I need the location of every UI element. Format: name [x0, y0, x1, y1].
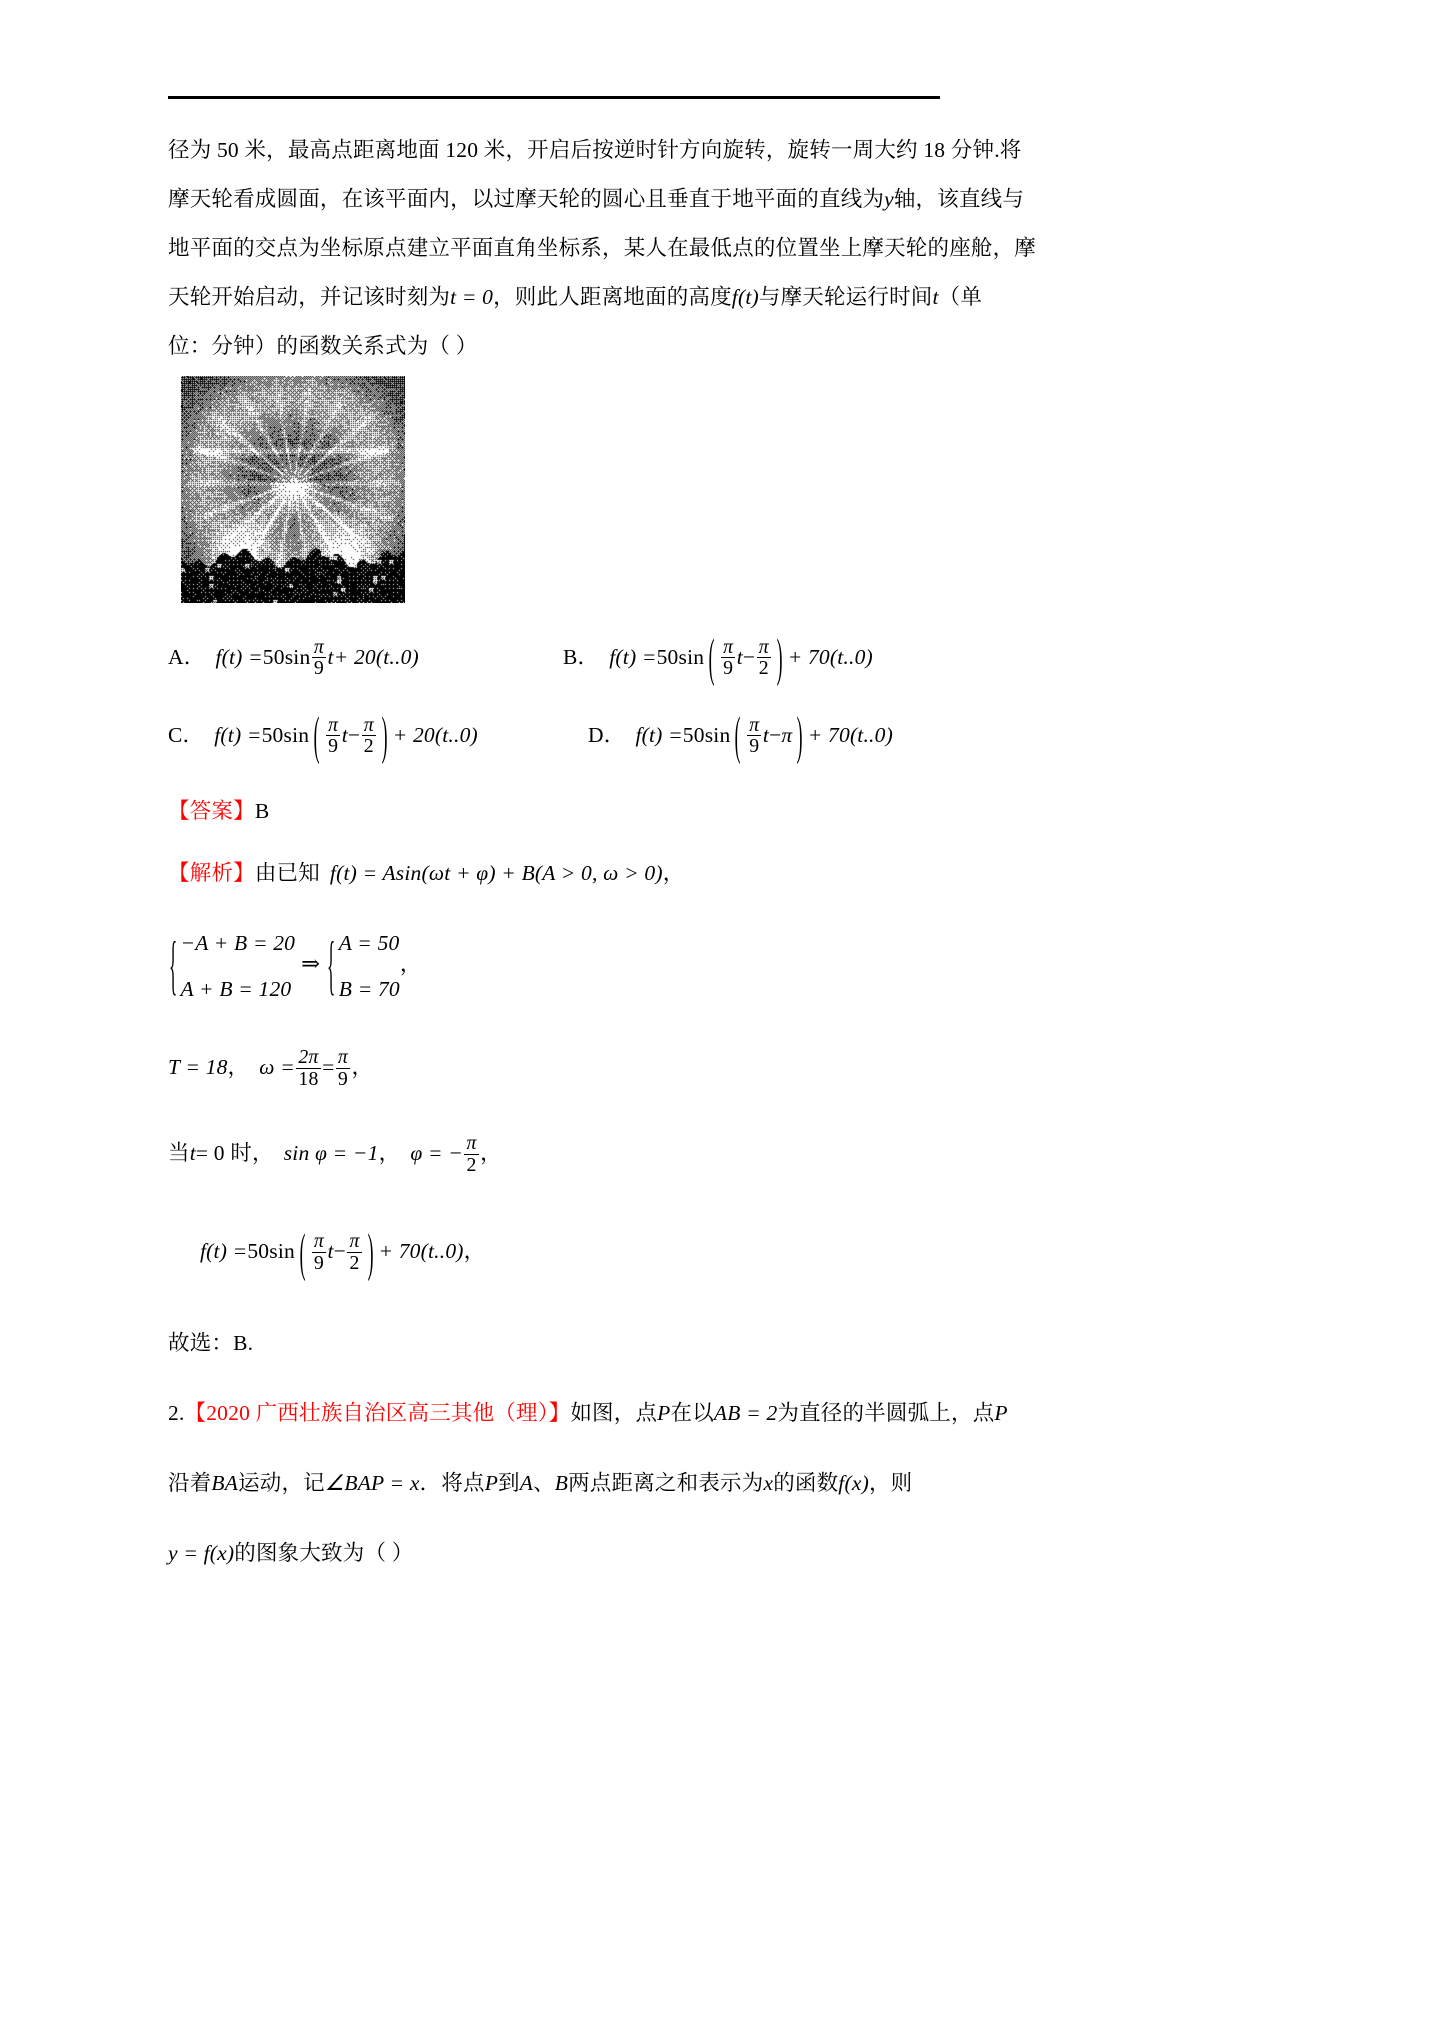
q2-line2-text-f: 两点距离之和表示为	[568, 1470, 764, 1495]
option-a-fn: sin	[284, 645, 311, 669]
final-coef: 50	[247, 1239, 270, 1264]
q1-period-line	[168, 1024, 958, 1110]
q1-conclusion	[168, 1308, 958, 1378]
q2-line2-text-a: 沿着	[168, 1470, 212, 1495]
option-c-tail: + 20(t..0)	[392, 723, 478, 747]
implies-arrow-icon: ⇒	[301, 951, 321, 977]
final-lhs: f(t) =	[200, 1239, 248, 1264]
option-d-label: D．	[588, 723, 626, 747]
q2-line1-text-b: 在以	[670, 1400, 714, 1425]
option-b-paren-close: )	[776, 628, 784, 688]
option-c-frac2-den: 2	[362, 735, 376, 757]
final-minus: −	[333, 1239, 346, 1264]
q2-function-fx: f(x)	[838, 1470, 869, 1495]
option-c-lhs: f(t) =	[214, 723, 262, 747]
phase-fraction	[464, 1133, 478, 1175]
option-b-minus: −	[742, 645, 756, 669]
q2-line2-text-c: ．将点	[419, 1470, 485, 1495]
option-c-paren-close: )	[381, 706, 389, 766]
period-T: T = 18	[168, 1055, 228, 1080]
option-b-fraction-1	[721, 637, 735, 679]
answer-tag: 【答案】	[168, 799, 255, 824]
option-a-tail: + 20(t..0)	[333, 645, 419, 669]
system-right-eq1: A = 50	[338, 931, 400, 956]
option-b-label: B．	[563, 645, 600, 669]
left-brace-icon: {	[169, 928, 178, 1002]
phase-sin-phi: sin φ = −1	[283, 1141, 379, 1166]
final-comma: ，	[463, 1239, 486, 1264]
q1-stem-line-3	[168, 224, 1037, 273]
system-left-eq1: −A + B = 20	[180, 931, 296, 956]
analysis-tag: 【解析】	[168, 861, 255, 886]
option-a-label: A．	[168, 645, 206, 669]
omega-frac2-den: 9	[336, 1068, 350, 1090]
page-content	[168, 126, 1037, 1588]
header-rule	[168, 96, 940, 99]
q1-stem-line-1-text: 径为 50 米，最高点距离地面 120 米，开启后按逆时针方向旋转，旋转一周大约 18 分钟.将	[168, 138, 1022, 162]
final-fn: sin	[269, 1239, 295, 1264]
q2-line2-text-b: 运动，记	[238, 1470, 325, 1495]
final-frac1-num: π	[313, 1230, 324, 1252]
q2-angle-BAP: ∠BAP = x	[324, 1470, 420, 1495]
answer-value: B	[254, 799, 270, 824]
q1-system-of-equations	[168, 904, 958, 1024]
option-d-frac1-num: π	[749, 713, 760, 736]
phase-text-a: 当	[168, 1141, 190, 1166]
option-b-lhs: f(t) =	[609, 645, 657, 669]
phase-frac-den: 2	[464, 1154, 478, 1176]
option-d[interactable]	[588, 691, 893, 780]
q2-segment-AB: AB = 2	[713, 1400, 778, 1425]
q1-equation-t-zero: t = 0	[450, 285, 494, 309]
q2-equation-y-fx: y = f(x)	[168, 1540, 235, 1565]
option-c-frac2-num: π	[363, 713, 374, 736]
option-c-fraction-1	[326, 715, 340, 757]
option-c-var: t	[341, 723, 348, 747]
analysis-formula: f(t) = Asin(ωt + φ) + B(A > 0, ω > 0)	[329, 861, 663, 886]
system-left-eq2: A + B = 120	[180, 977, 292, 1002]
period-comma-2: ，	[351, 1055, 374, 1080]
q1-stem-line-4	[168, 273, 983, 322]
q2-source-tag: 【2020 广西壮族自治区高三其他（理）】	[184, 1400, 571, 1425]
right-brace-icon: {	[327, 928, 336, 1002]
q1-stem-line-5-text-b: ）	[455, 334, 478, 358]
option-b[interactable]	[563, 623, 873, 692]
option-d-minus: −	[769, 723, 782, 747]
final-paren-open: (	[299, 1223, 306, 1282]
option-c-label: C．	[168, 723, 205, 747]
final-fraction-1	[312, 1231, 326, 1273]
omega-fraction-2	[336, 1047, 350, 1089]
option-d-var: t	[762, 723, 770, 747]
option-b-frac2-num: π	[758, 635, 769, 658]
option-d-pi: π	[781, 723, 793, 747]
omega-fraction-1	[296, 1047, 320, 1089]
q2-line3-text-b: ）	[391, 1540, 414, 1565]
q1-options-row-ab	[168, 623, 958, 691]
phase-text-b: = 0 时，	[195, 1141, 274, 1166]
system-right	[339, 920, 400, 1012]
analysis-intro: 由已知	[254, 861, 320, 886]
q2-line1-text-c: 为直径的半圆弧上，点	[777, 1400, 995, 1425]
q1-stem-line-5	[168, 322, 958, 371]
q2-point-P-3: P	[484, 1470, 499, 1495]
option-b-fraction-2	[757, 637, 771, 679]
option-a-coef: 50	[262, 645, 285, 669]
option-c-fn: sin	[283, 723, 310, 747]
q1-stem-line-4-text-d: （单	[938, 285, 983, 309]
q1-options-row-cd	[168, 691, 958, 780]
system-right-eq2: B = 70	[338, 977, 400, 1002]
q2-var-x: x	[763, 1470, 774, 1495]
option-c-minus: −	[347, 723, 361, 747]
option-d-paren-close: )	[797, 706, 804, 766]
option-c-coef: 50	[261, 723, 284, 747]
option-c[interactable]	[168, 706, 478, 766]
phase-phi-lhs: φ = −	[410, 1141, 463, 1166]
q2-number: 2.	[168, 1400, 185, 1425]
system-left	[181, 920, 296, 1012]
q1-function-ft: f(t)	[731, 285, 759, 309]
q1-answer-line	[168, 780, 958, 842]
option-b-frac1-num: π	[723, 635, 734, 658]
q2-line-1	[168, 1378, 1008, 1448]
omega-equals: =	[322, 1055, 335, 1080]
option-d-paren-open: (	[735, 706, 742, 766]
option-d-coef: 50	[682, 723, 705, 747]
q2-line2-text-d: 到	[498, 1470, 520, 1495]
option-d-tail: + 70(t..0)	[807, 723, 893, 747]
omega-frac1-num: 2π	[298, 1046, 319, 1068]
option-b-var: t	[736, 645, 743, 669]
q2-point-A: A	[519, 1470, 534, 1495]
q2-line-3	[168, 1518, 958, 1588]
q2-line3-text-a: 的图象大致为（	[234, 1540, 387, 1565]
q1-stem-line-2-text-b: 轴，该直线与	[893, 187, 1025, 211]
q2-segment-BA: BA	[211, 1470, 239, 1495]
q1-variable-t: t	[932, 285, 939, 309]
q2-line-2	[168, 1448, 958, 1518]
final-tail: + 70(t..0)	[378, 1239, 464, 1264]
option-a-frac-den: 9	[312, 657, 326, 679]
q2-line2-text-h: ，则	[868, 1470, 913, 1495]
final-var: t	[327, 1239, 334, 1264]
option-b-coef: 50	[656, 645, 679, 669]
q1-stem-line-4-text-b: ，则此人距离地面的高度	[493, 285, 732, 309]
option-d-fn: sin	[704, 723, 731, 747]
option-b-tail: + 70(t..0)	[787, 645, 873, 669]
analysis-formula-comma: ，	[662, 861, 685, 886]
phase-comma-1: ，	[378, 1141, 401, 1166]
final-frac2-den: 2	[347, 1252, 361, 1274]
final-frac1-den: 9	[312, 1252, 326, 1274]
final-frac2-num: π	[349, 1230, 360, 1252]
q1-stem-line-2	[168, 175, 1025, 224]
q1-stem-line-4-text-a: 天轮开始启动，并记该时刻为	[168, 285, 451, 309]
option-b-frac1-den: 9	[721, 657, 735, 679]
q1-stem-line-1	[168, 126, 1022, 175]
omega-frac1-den: 18	[296, 1068, 320, 1090]
q1-stem-line-4-text-c: 与摩天轮运行时间	[758, 285, 933, 309]
option-b-frac2-den: 2	[757, 657, 771, 679]
option-d-frac1-den: 9	[747, 735, 761, 757]
q1-stem-line-3-text: 地平面的交点为坐标原点建立平面直角坐标系，某人在最低点的位置坐上摩天轮的座舱，摩	[168, 236, 1037, 260]
option-c-frac1-num: π	[328, 713, 339, 736]
q2-line2-text-g: 的函数	[773, 1470, 839, 1495]
period-comma-1: ，	[227, 1055, 250, 1080]
option-c-frac1-den: 9	[326, 735, 340, 757]
q1-analysis-line	[168, 842, 958, 904]
option-a-var: t	[327, 645, 334, 669]
option-a-lhs: f(t) =	[215, 645, 263, 669]
q1-final-formula	[168, 1196, 958, 1307]
q2-point-P: P	[657, 1400, 671, 1425]
phase-var-t: t	[189, 1141, 196, 1166]
q1-variable-y: y	[884, 187, 894, 211]
q2-point-P-2: P	[994, 1400, 1008, 1425]
omega-lhs: ω =	[259, 1055, 295, 1080]
final-paren-close: )	[367, 1223, 374, 1282]
option-d-fraction-1	[747, 715, 761, 757]
q2-point-B: B	[554, 1470, 569, 1495]
ferris-wheel-photo	[181, 376, 405, 603]
option-b-fn: sin	[678, 645, 705, 669]
conclusion-text: 故选：B.	[168, 1330, 254, 1355]
q2-line1-text-a: 如图，点	[570, 1400, 658, 1425]
final-fraction-2	[347, 1231, 361, 1273]
system-trailing-comma: ，	[399, 952, 422, 977]
phase-comma-2: ，	[480, 1141, 502, 1166]
option-a-frac-num: π	[313, 635, 325, 658]
option-c-paren-open: (	[313, 706, 320, 766]
option-d-lhs: f(t) =	[635, 723, 683, 747]
phase-frac-num: π	[466, 1132, 477, 1154]
ferris-wheel-canvas	[181, 376, 405, 603]
q1-stem-line-5-text-a: 位：分钟）的函数关系式为（	[168, 334, 451, 358]
q2-line2-text-e: 、	[533, 1470, 555, 1495]
q1-stem-line-2-text-a: 摩天轮看成圆面，在该平面内，以过摩天轮的圆心且垂直于地平面的直线为	[168, 187, 885, 211]
q1-phase-line	[168, 1110, 958, 1196]
option-c-fraction-2	[362, 715, 376, 757]
option-b-paren-open: (	[708, 628, 715, 688]
omega-frac2-num: π	[337, 1046, 349, 1068]
